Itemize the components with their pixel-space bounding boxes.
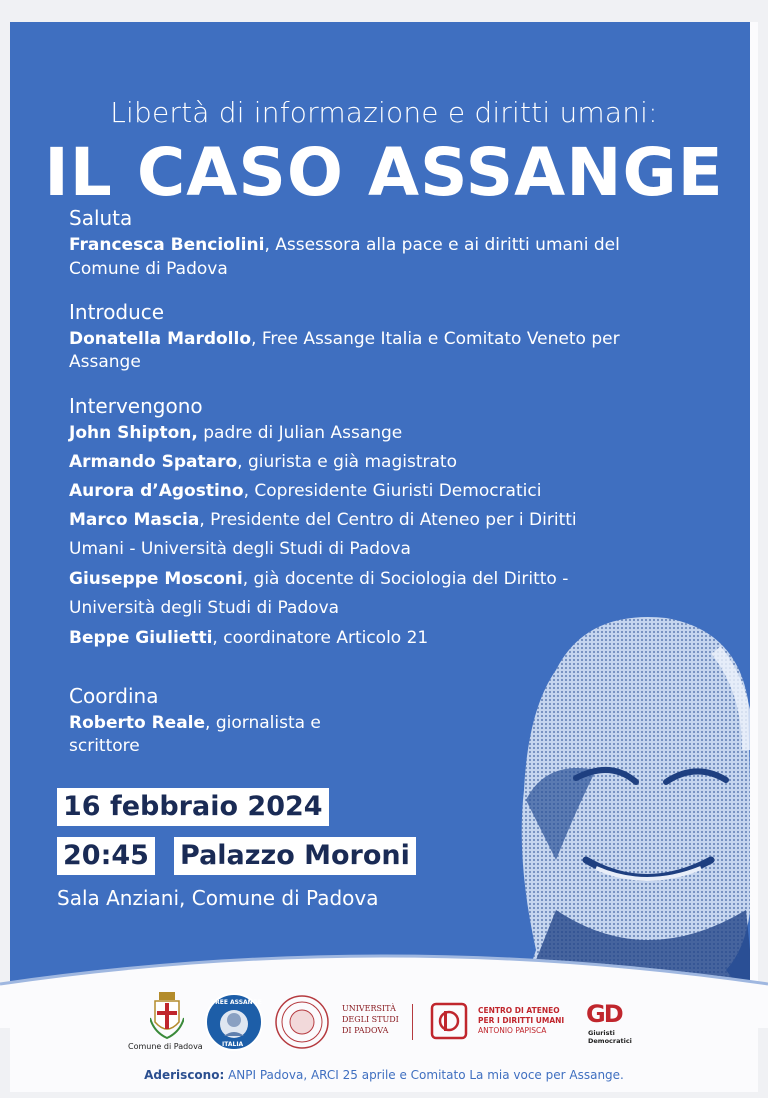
speaker-line-2: Università degli Studi di Padova: [69, 598, 340, 618]
event-time: 20:45: [57, 837, 155, 875]
poster-subtitle: Libertà di informazione e diritti umani:: [110, 96, 658, 129]
coordina-line: [69, 712, 709, 734]
event-date: 16 febbraio 2024: [57, 788, 329, 826]
poster-title: IL CASO ASSANGE: [44, 134, 724, 211]
introduce-line-2: Assange: [69, 352, 141, 372]
speaker-line-2: Umani - Università degli Studi di Padova: [69, 539, 411, 559]
saluta-line: [69, 234, 709, 256]
speaker-name: Francesca Benciolini: [69, 235, 265, 255]
centro-line-3: ANTONIO PAPISCA: [478, 1026, 547, 1035]
speaker-role: , Presidente del Centro di Ateneo per i Diritti: [199, 510, 577, 530]
unipd-line-1: UNIVERSITÀ: [342, 1004, 396, 1013]
poster: [10, 22, 750, 1002]
comune-label: Comune di Padova: [128, 1042, 203, 1051]
free-assange-top: FREE ASSANGE: [211, 999, 262, 1006]
speaker-role: padre di Julian Assange: [197, 423, 403, 443]
speaker-role: , coordinatore Articolo 21: [212, 628, 429, 648]
speaker-name: Aurora d’Agostino: [69, 481, 244, 501]
speaker-line: [69, 480, 709, 502]
saluta-line-2: Comune di Padova: [69, 259, 228, 279]
introduce-line: [69, 328, 709, 350]
speaker-name: Armando Spataro: [69, 452, 238, 472]
gd-line-2: Democratici: [588, 1037, 632, 1045]
speaker-role: , Copresidente Giuristi Democratici: [243, 481, 542, 501]
section-coordina-label: Coordina: [69, 684, 159, 708]
centro-line-1: CENTRO DI ATENEO: [478, 1006, 560, 1015]
unipd-line-2: DEGLI STUDI: [342, 1015, 399, 1024]
logo-divider: [412, 1004, 413, 1040]
speaker-role: , Free Assange Italia e Comitato Veneto per: [251, 329, 620, 349]
speaker-role: , giornalista e: [205, 713, 321, 733]
footer-adherents: [0, 1068, 768, 1082]
portrait-image: [516, 610, 750, 1002]
centro-line-2: PER I DIRITTI UMANI: [478, 1016, 565, 1025]
speaker-line: [69, 451, 709, 473]
section-intervengono-label: Intervengono: [69, 394, 203, 418]
speaker-name: Donatella Mardollo: [69, 329, 252, 349]
speaker-role: , Assessora alla pace e ai diritti umani del: [264, 235, 620, 255]
speaker-name: Marco Mascia: [69, 510, 200, 530]
speaker-line: [69, 568, 709, 590]
speaker-line: [69, 509, 709, 531]
coordina-line-2: scrittore: [69, 736, 140, 756]
speaker-line: [69, 422, 709, 444]
footer-text: ANPI Padova, ARCI 25 aprile e Comitato La mia voce per Assange.: [224, 1068, 624, 1082]
speaker-name: Roberto Reale: [69, 713, 206, 733]
event-place: Palazzo Moroni: [174, 837, 416, 875]
university-seal-icon: [274, 994, 330, 1050]
speaker-role: , già docente di Sociologia del Diritto -: [242, 569, 569, 589]
section-saluta-label: Saluta: [69, 206, 133, 230]
footer-label: Aderiscono:: [144, 1068, 225, 1082]
unipd-line-3: DI PADOVA: [342, 1026, 389, 1035]
logos-row: [0, 990, 768, 1060]
comune-crest-icon: [150, 992, 184, 1040]
speaker-name: Giuseppe Mosconi: [69, 569, 243, 589]
speaker-role: , giurista e già magistrato: [237, 452, 457, 472]
speaker-name: John Shipton,: [69, 423, 198, 443]
section-introduce-label: Introduce: [69, 300, 165, 324]
gd-logo-mark: GD: [586, 1000, 622, 1028]
speaker-name: Beppe Giulietti: [69, 628, 213, 648]
free-assange-bottom: ITALIA: [222, 1041, 244, 1048]
gd-line-1: Giuristi: [588, 1029, 615, 1037]
centro-ateneo-logo-icon: [430, 1002, 468, 1040]
event-room: Sala Anziani, Comune di Padova: [57, 886, 379, 910]
